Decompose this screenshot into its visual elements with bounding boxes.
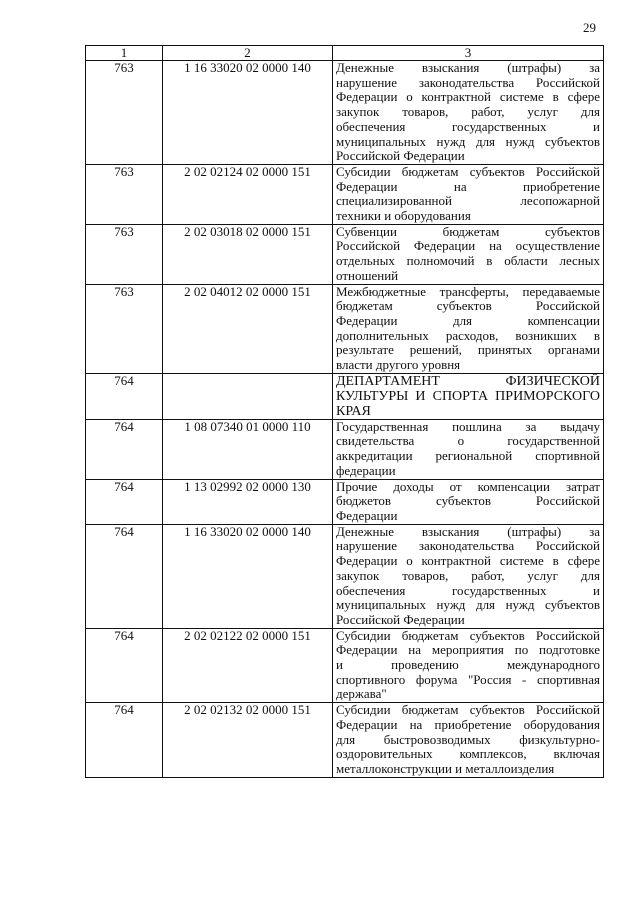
- description-line: КРАЯ: [336, 403, 371, 419]
- description-line: федерации: [336, 462, 396, 478]
- description-line: Субсидии бюджетам субъектов Российской: [336, 627, 600, 643]
- description-line: и проведению международного: [336, 657, 600, 673]
- description-line: Федерации: [336, 507, 398, 523]
- admin-code-cell: 764: [86, 524, 163, 628]
- description-line: КУЛЬТУРЫ И СПОРТА ПРИМОРСКОГО: [336, 388, 600, 404]
- revenue-code-cell: 2 02 04012 02 0000 151: [163, 284, 333, 373]
- revenue-description-cell: [333, 524, 604, 628]
- revenue-description-cell: [333, 628, 604, 703]
- admin-code-cell: 764: [86, 373, 163, 419]
- table-row: [86, 224, 604, 284]
- description-line: нарушение законодательства Российской: [336, 74, 600, 90]
- description-line: Российской Федерации: [336, 148, 465, 164]
- description-line: Государственная пошлина за выдачу: [336, 418, 600, 434]
- description-line: Межбюджетные трансферты, передаваемые: [336, 283, 600, 299]
- description-line: бюджетов субъектов Российской: [336, 493, 600, 509]
- revenue-description-cell: [333, 61, 604, 165]
- description-line: аккредитации региональной спортивной: [336, 448, 600, 464]
- header-col-2: 2: [163, 46, 333, 61]
- table-row: [86, 284, 604, 373]
- description-line: спортивного форума "Россия - спортивная: [336, 671, 600, 687]
- description-line: Российской Федерации на осуществление: [336, 238, 600, 254]
- revenue-code-cell: [163, 373, 333, 419]
- description-line: для быстровозводимых физкультурно-: [336, 731, 600, 747]
- revenue-code-cell: 1 13 02992 02 0000 130: [163, 479, 333, 524]
- description-line: Федерации на мероприятия по подготовке: [336, 642, 600, 658]
- department-name-cell: [333, 373, 604, 419]
- description-line: Денежные взыскания (штрафы) за: [336, 523, 600, 539]
- description-line: дополнительных расходов, возникших в: [336, 327, 600, 343]
- revenue-code-cell: 2 02 03018 02 0000 151: [163, 224, 333, 284]
- table-header-row: [86, 46, 604, 61]
- admin-code-cell: 763: [86, 284, 163, 373]
- description-line: ДЕПАРТАМЕНТ ФИЗИЧЕСКОЙ: [336, 373, 600, 389]
- revenue-code-cell: 1 16 33020 02 0000 140: [163, 524, 333, 628]
- description-line: техники и оборудования: [336, 208, 471, 224]
- admin-code-cell: 764: [86, 628, 163, 703]
- description-line: муниципальных нужд для нужд субъектов: [336, 133, 600, 149]
- description-line: Субсидии бюджетам субъектов Российской: [336, 702, 600, 718]
- description-line: обеспечения государственных и: [336, 582, 600, 598]
- description-line: Федерации на приобретение: [336, 178, 600, 194]
- revenue-description-cell: [333, 419, 604, 479]
- table-row: [86, 479, 604, 524]
- description-line: Денежные взыскания (штрафы) за: [336, 60, 600, 75]
- revenue-code-cell: 2 02 02132 02 0000 151: [163, 703, 333, 778]
- description-line: Федерации для компенсации: [336, 312, 600, 328]
- revenue-description-cell: [333, 703, 604, 778]
- revenue-code-cell: 1 08 07340 01 0000 110: [163, 419, 333, 479]
- page-number: 29: [583, 20, 596, 35]
- description-line: свидетельства о государственной: [336, 433, 600, 449]
- revenue-description-cell: [333, 479, 604, 524]
- revenue-description-cell: [333, 284, 604, 373]
- description-line: бюджетам субъектов Российской: [336, 298, 600, 314]
- table-row: [86, 61, 604, 165]
- description-line: закупок товаров, работ, услуг для: [336, 104, 600, 120]
- description-line: результате решений, принятых органами: [336, 342, 600, 358]
- table-row: [86, 703, 604, 778]
- table-row: [86, 524, 604, 628]
- admin-code-cell: 764: [86, 479, 163, 524]
- table-body: [86, 61, 604, 778]
- description-line: оздоровительных комплексов, включая: [336, 746, 600, 762]
- table-row: [86, 373, 604, 419]
- description-line: закупок товаров, работ, услуг для: [336, 567, 600, 583]
- description-line: отдельных полномочий в области лесных: [336, 253, 600, 269]
- description-line: власти другого уровня: [336, 357, 461, 373]
- description-line: металлоконструкции и металлоизделия: [336, 760, 555, 776]
- description-line: Субсидии бюджетам субъектов Российской: [336, 163, 600, 179]
- table-row: [86, 419, 604, 479]
- table-row: [86, 164, 604, 224]
- description-line: отношений: [336, 267, 399, 283]
- header-col-1: 1: [86, 46, 163, 61]
- revenue-codes-table: [85, 45, 604, 778]
- description-line: Федерации о контрактной системе в сфере: [336, 89, 600, 105]
- description-line: Федерации о контрактной системе в сфере: [336, 553, 600, 569]
- description-line: специализированной лесопожарной: [336, 193, 600, 209]
- admin-code-cell: 764: [86, 419, 163, 479]
- revenue-code-cell: 2 02 02124 02 0000 151: [163, 164, 333, 224]
- revenue-description-cell: [333, 224, 604, 284]
- table-row: [86, 628, 604, 703]
- admin-code-cell: 763: [86, 224, 163, 284]
- description-line: нарушение законодательства Российской: [336, 538, 600, 554]
- description-line: Российской Федерации: [336, 611, 465, 627]
- description-line: Прочие доходы от компенсации затрат: [336, 478, 600, 494]
- revenue-description-cell: [333, 164, 604, 224]
- description-line: обеспечения государственных и: [336, 118, 600, 134]
- admin-code-cell: 763: [86, 164, 163, 224]
- description-line: Федерации на приобретение оборудования: [336, 716, 600, 732]
- description-line: муниципальных нужд для нужд субъектов: [336, 597, 600, 613]
- header-col-3: 3: [333, 46, 604, 61]
- revenue-code-cell: 1 16 33020 02 0000 140: [163, 61, 333, 165]
- description-line: Субвенции бюджетам субъектов: [336, 223, 600, 239]
- description-line: держава": [336, 686, 387, 702]
- admin-code-cell: 764: [86, 703, 163, 778]
- revenue-code-cell: 2 02 02122 02 0000 151: [163, 628, 333, 703]
- admin-code-cell: 763: [86, 61, 163, 165]
